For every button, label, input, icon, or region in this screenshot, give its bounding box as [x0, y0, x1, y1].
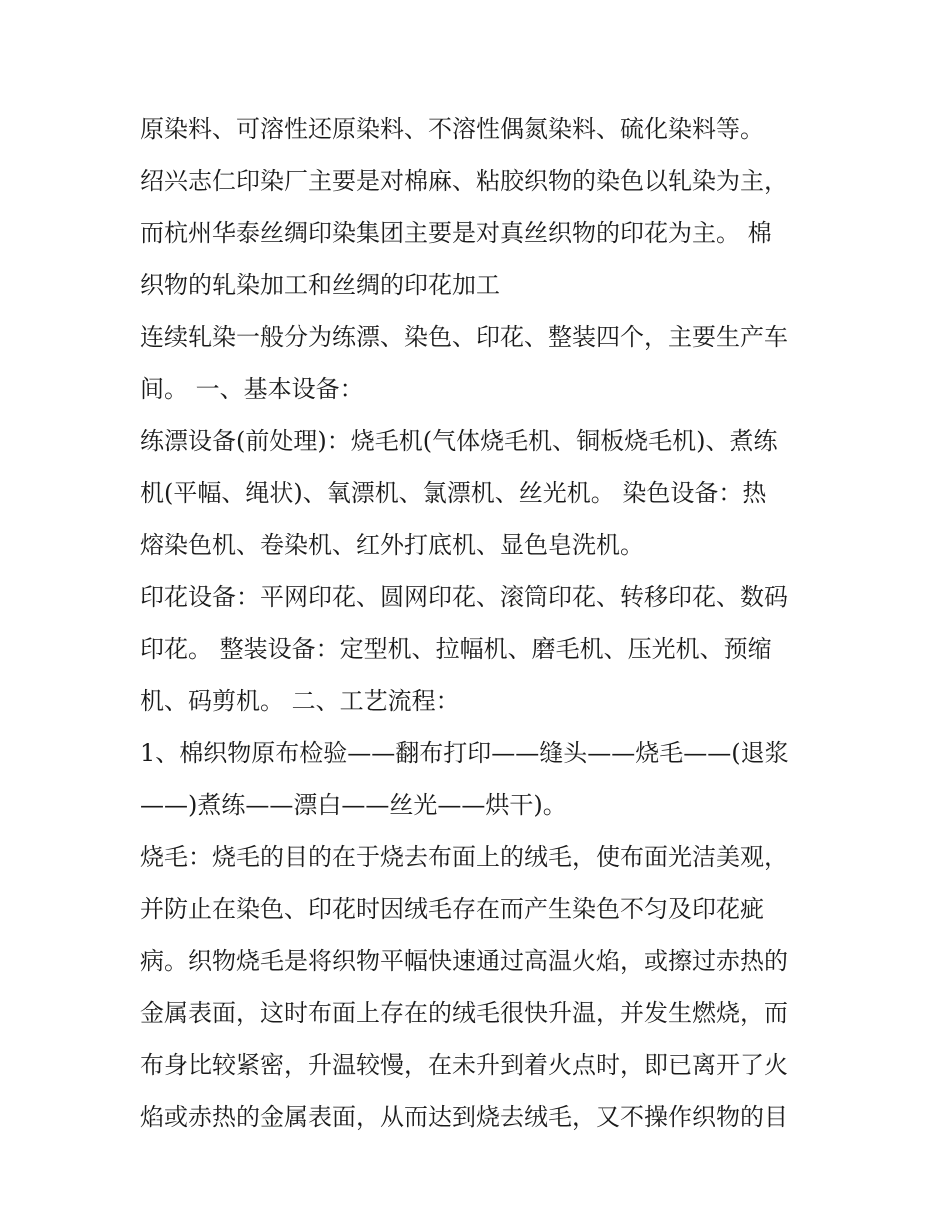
- text-line: 1、棉织物原布检验——翻布打印——缝头——烧毛——(退浆: [140, 739, 789, 767]
- text-line: 烧毛：烧毛的目的在于烧去布面上的绒毛，使布面光洁美观，: [140, 843, 788, 871]
- text-line: 布身比较紧密，升温较慢，在未升到着火点时，即已离开了火: [140, 1051, 788, 1079]
- text-line: 原染料、可溶性还原染料、不溶性偶氮染料、硫化染料等。: [140, 115, 764, 143]
- text-line: 印花。 整装设备：定型机、拉幅机、磨毛机、压光机、预缩: [140, 635, 772, 663]
- text-line: 连续轧染一般分为练漂、染色、印花、整装四个，主要生产车: [140, 323, 788, 351]
- text-line: 焰或赤热的金属表面，从而达到烧去绒毛，又不操作织物的目: [140, 1103, 788, 1131]
- text-line: 病。织物烧毛是将织物平幅快速通过高温火焰，或擦过赤热的: [140, 947, 788, 975]
- text-line: 织物的轧染加工和丝绸的印花加工: [140, 271, 500, 299]
- text-line: 机、码剪机。 二、工艺流程：: [140, 687, 460, 715]
- text-line: 机(平幅、绳状)、氧漂机、氯漂机、丝光机。 染色设备：热: [140, 479, 767, 507]
- text-line: 间。 一、基本设备：: [140, 375, 364, 403]
- text-line: 金属表面，这时布面上存在的绒毛很快升温，并发生燃烧，而: [140, 999, 788, 1027]
- text-line: 绍兴志仁印染厂主要是对棉麻、粘胶织物的染色以轧染为主，: [140, 167, 788, 195]
- text-line: 印花设备：平网印花、圆网印花、滚筒印花、转移印花、数码: [140, 583, 788, 611]
- text-line: 而杭州华泰丝绸印染集团主要是对真丝织物的印花为主。 棉: [140, 219, 772, 247]
- text-line: ——)煮练——漂白——丝光——烘干)。: [140, 791, 567, 819]
- text-line: 练漂设备(前处理)：烧毛机(气体烧毛机、铜板烧毛机)、煮练: [140, 427, 778, 455]
- text-line: 并防止在染色、印花时因绒毛存在而产生染色不匀及印花疵: [140, 895, 764, 923]
- document-body: [140, 103, 820, 1143]
- text-line: 熔染色机、卷染机、红外打底机、显色皂洗机。: [140, 531, 644, 559]
